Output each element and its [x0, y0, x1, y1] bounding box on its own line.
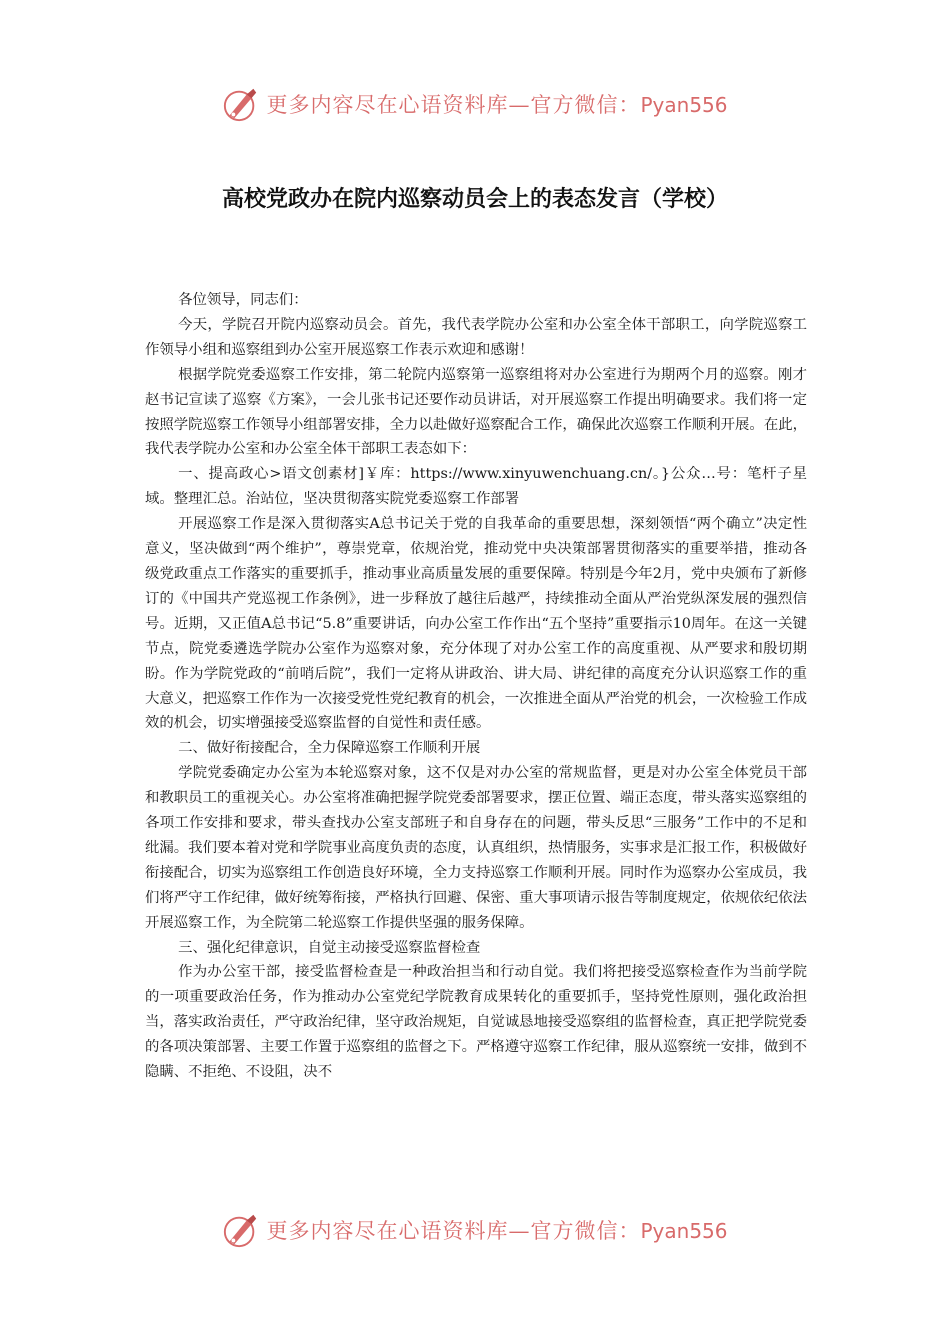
paragraph: 开展巡察工作是深入贯彻落实A总书记关于党的自我革命的重要思想，深刻领悟“两个确立”决定性意义，坚决做到“两个维护”，尊崇党章，依规治党，推动党中央决策部署贯彻落实的重要举措，推动各级党政重点工作落实的重要抓手，推动事业高质量发展的重要保障。特别是今年2月，党中央颁布了新修订的《中国共产党巡视工作条例》，进一步释放了越往后越严，持续推动全面从严治党纵深发展的强烈信号。近期，又正值A总书记“5.8”重要讲话，向办公室工作作出“五个坚持”重要指示10周年。在这一关键节点，院党委遴选学院办公室作为巡察对象，充分体现了对办公室工作的高度重视、从严要求和殷切期盼。作为学院党政的“前哨后院”，我们一定将从讲政治、讲大局、讲纪律的高度充分认识巡察工作的重大意义，把巡察工作作为一次接受党性党纪教育的机会，一次推进全面从严治党的机会，一次检验工作成效的机会，切实增强接受巡察监督的自觉性和责任感。 — [145, 516, 807, 732]
pen-logo-icon — [222, 85, 260, 123]
watermark-banner-bottom — [0, 1210, 950, 1250]
watermark-banner-top — [0, 84, 950, 124]
pen-logo-icon — [222, 1211, 260, 1249]
paragraph: 根据学院党委巡察工作安排，第二轮院内巡察第一巡察组将对办公室进行为期两个月的巡察。刚才赵书记宣读了巡察《方案》，一会儿张书记还要作动员讲话，对开展巡察工作提出明确要求。我们将一定按照学院巡察工作领导小组部署安排，全力以赴做好巡察配合工作，确保此次巡察工作顺利开展。在此，我代表学院办公室和办公室全体干部职工表态如下： — [145, 366, 807, 458]
paragraph: 学院党委确定办公室为本轮巡察对象，这不仅是对办公室的常规监督，更是对办公室全体党员干部和教职员工的重视关心。办公室将准确把握学院党委部署要求，摆正位置、端正态度，带头落实巡察组的各项工作安排和要求，带头查找办公室支部班子和自身存在的问题，带头反思“三服务”工作中的不足和纰漏。我们要本着对党和学院事业高度负责的态度，认真组织，热情服务，实事求是汇报工作，积极做好衔接配合，切实为巡察组工作创造良好环境，全力支持巡察工作顺利开展。同时作为巡察办公室成员，我们将严守工作纪律，做好统筹衔接，严格执行回避、保密、重大事项请示报告等制度规定，依规依纪依法开展巡察工作，为全院第二轮巡察工作提供坚强的服务保障。 — [145, 765, 807, 931]
watermark-text: 更多内容尽在心语资料库—官方微信：Pyan556 — [266, 1219, 728, 1243]
document-title: 高校党政办在院内巡察动员会上的表态发言（学校） — [221, 187, 728, 212]
watermark-text: 更多内容尽在心语资料库—官方微信：Pyan556 — [266, 93, 728, 117]
paragraph: 今天，学院召开院内巡察动员会。首先，我代表学院办公室和办公室全体干部职工，向学院巡察工作领导小组和巡察组到办公室开展巡察工作表示欢迎和感谢！ — [145, 316, 807, 358]
salutation: 各位领导，同志们： — [178, 292, 308, 308]
section-heading-2: 二、做好衔接配合，全力保障巡察工作顺利开展 — [178, 740, 481, 757]
paragraph: 作为办公室干部，接受监督检查是一种政治担当和行动自觉。我们将把接受巡察检查作为当前学院的一项重要政治任务，作为推动办公室党纪学院教育成果转化的重要抓手，坚持党性原则，强化政治担当，落实政治责任，严守政治纪律，坚守政治规矩，自觉诚恳地接受巡察组的监督检查，真正把学院党委的各项决策部署、主要工作置于巡察组的监督之下。严格遵守巡察工作纪律，服从巡察统一安排，做到不隐瞒、不拒绝、不设阻，决不 — [145, 964, 807, 1081]
section-heading-3: 三、强化纪律意识，自觉主动接受巡察监督检查 — [178, 939, 481, 956]
document-body — [145, 288, 807, 1085]
section-heading-1: 一、提高政心>语文创素材]￥库：https://www.xinyuwenchuang.cn/。}公众…号：笔杆子星域。整理汇总。治站位，坚决贯彻落实院党委巡察工作部署 — [145, 466, 807, 508]
